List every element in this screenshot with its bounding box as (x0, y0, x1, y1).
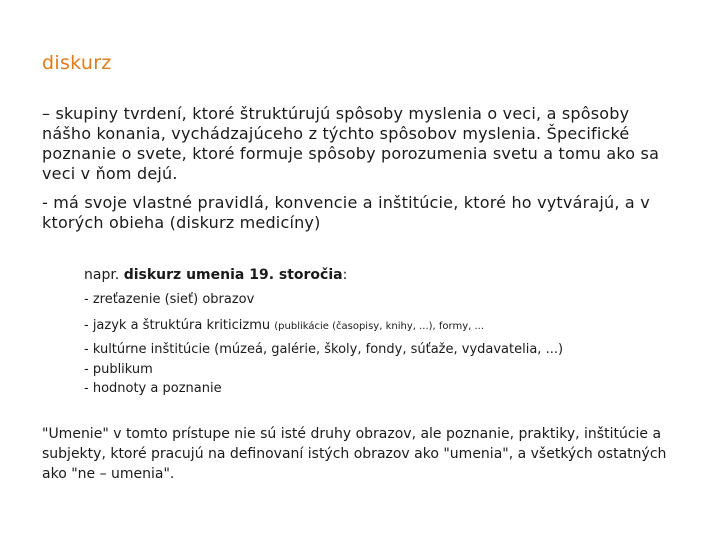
rules-paragraph: - má svoje vlastné pravidlá, konvencie a inštitúcie, ktoré ho vytvárajú, a v ktorých obieha (diskurz medicíny) (42, 193, 650, 232)
definition-paragraph: – skupiny tvrdení, ktoré štruktúrujú spôsoby myslenia o veci, a spôsoby nášho konania, vychádzajúceho z týchto spôsobov myslenia. Špecifické poznanie o svete, ktoré formuje spôsoby porozumenia svetu a tomu ako sa veci v ňom dejú. (42, 104, 660, 183)
list-item: - kultúrne inštitúcie (múzeá, galérie, školy, fondy, súťaže, vydavatelia, ...) (84, 342, 564, 357)
slide-title: diskurz (42, 52, 112, 74)
list-item-main: - jazyk a štruktúra kriticizmu (84, 318, 275, 333)
example-bold: diskurz umenia 19. storočia (123, 267, 343, 283)
example-suffix: : (342, 267, 348, 283)
list-item (84, 318, 484, 333)
list-item: - zreťazenie (sieť) obrazov (84, 292, 255, 307)
list-item: - publikum (84, 362, 153, 377)
list-item-small: (publikácie (časopisy, knihy, ...), formy, ... (274, 321, 485, 332)
example-prefix: napr. (84, 267, 124, 283)
list-item: - hodnoty a poznanie (84, 381, 222, 396)
closing-quote: "Umenie" v tomto prístupe nie sú isté druhy obrazov, ale poznanie, praktiky, inštitúcie a subjekty, ktoré pracujú na definovaní istých obrazov ako "umenia", a všetkých ostatných ako "ne – umenia". (42, 426, 667, 482)
example-heading (84, 266, 347, 284)
